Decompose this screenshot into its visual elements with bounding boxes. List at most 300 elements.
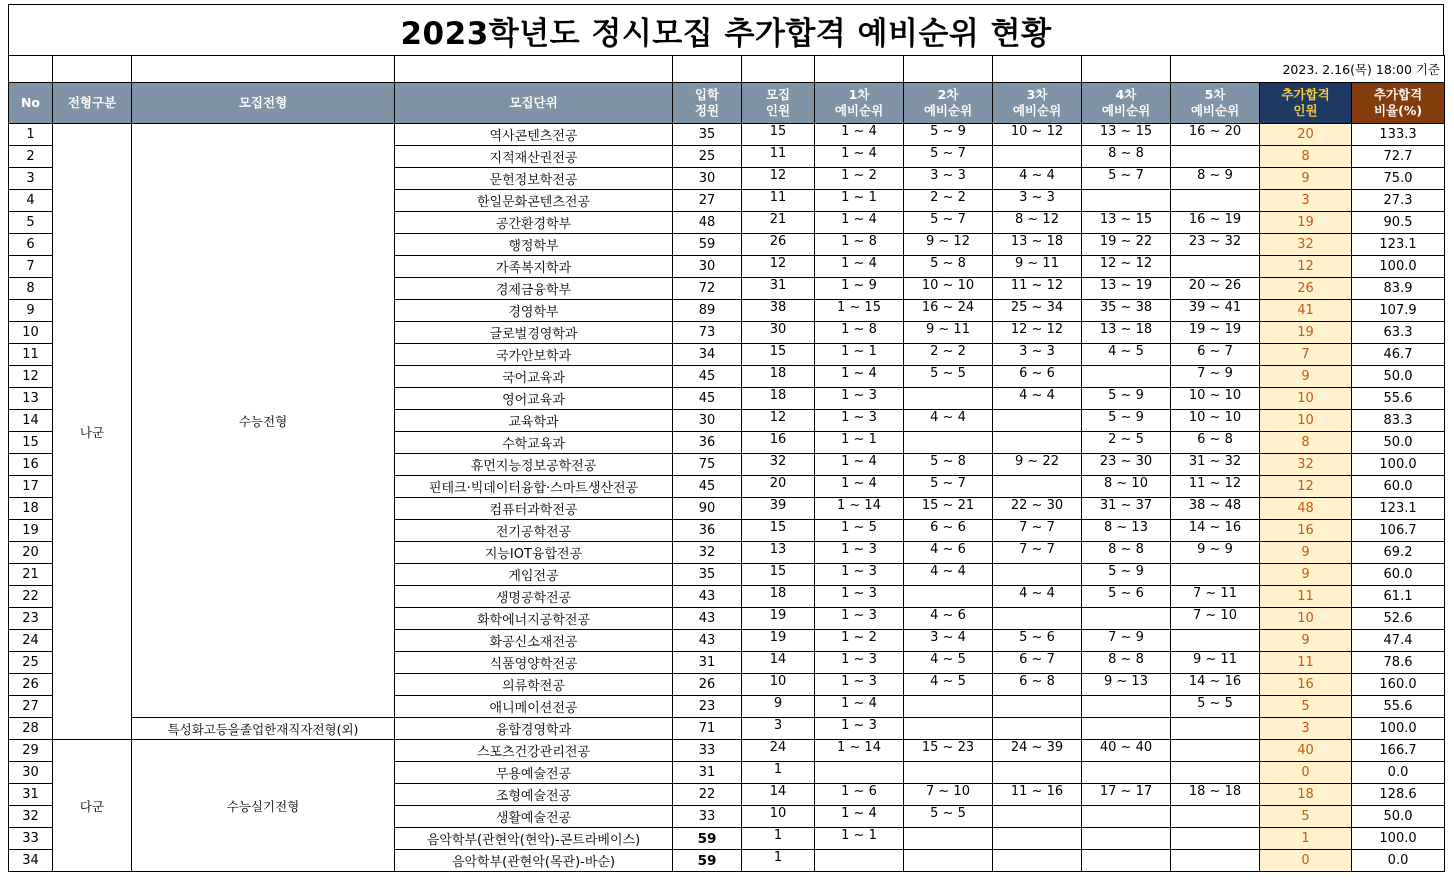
cell-no: 29 xyxy=(9,740,53,762)
cell-r2: 5 ~ 9 xyxy=(904,124,993,146)
cell-no: 13 xyxy=(9,388,53,410)
cell-r5: 14 ~ 16 xyxy=(1171,520,1260,542)
cell-unit: 행정학부 xyxy=(395,234,673,256)
cell-recruit: 3 xyxy=(742,718,815,740)
cell-quota: 72 xyxy=(673,278,742,300)
cell-ratio: 52.6 xyxy=(1352,608,1445,630)
cell-recruit: 18 xyxy=(742,586,815,608)
cell-r3 xyxy=(993,410,1082,432)
cell-recruit: 9 xyxy=(742,696,815,718)
cell-unit: 국가안보학과 xyxy=(395,344,673,366)
cell-r4: 35 ~ 38 xyxy=(1082,300,1171,322)
cell-r3 xyxy=(993,718,1082,740)
cell-r3: 5 ~ 6 xyxy=(993,630,1082,652)
cell-r2: 3 ~ 3 xyxy=(904,168,993,190)
cell-r1: 1 ~ 4 xyxy=(815,806,904,828)
cell-unit: 수학교육과 xyxy=(395,432,673,454)
cell-no: 14 xyxy=(9,410,53,432)
cell-no: 7 xyxy=(9,256,53,278)
cell-r5 xyxy=(1171,146,1260,168)
date-basis: 2023. 2.16(목) 18:00 기준 xyxy=(1171,56,1445,83)
cell-r2: 5 ~ 5 xyxy=(904,806,993,828)
cell-r2: 5 ~ 7 xyxy=(904,212,993,234)
cell-quota: 43 xyxy=(673,586,742,608)
cell-ratio: 60.0 xyxy=(1352,476,1445,498)
cell-r4: 8 ~ 8 xyxy=(1082,146,1171,168)
cell-r3: 13 ~ 18 xyxy=(993,234,1082,256)
cell-r5: 9 ~ 9 xyxy=(1171,542,1260,564)
cell-r1: 1 ~ 1 xyxy=(815,432,904,454)
cell-quota: 30 xyxy=(673,256,742,278)
cell-add: 5 xyxy=(1260,806,1352,828)
cell-r4: 5 ~ 9 xyxy=(1082,388,1171,410)
cell-r5 xyxy=(1171,806,1260,828)
cell-no: 8 xyxy=(9,278,53,300)
cell-r4: 4 ~ 5 xyxy=(1082,344,1171,366)
cell-r5 xyxy=(1171,850,1260,872)
cell-r1: 1 ~ 5 xyxy=(815,520,904,542)
cell-r2: 2 ~ 2 xyxy=(904,344,993,366)
cell-r1: 1 ~ 4 xyxy=(815,366,904,388)
cell-add: 12 xyxy=(1260,256,1352,278)
cell-no: 9 xyxy=(9,300,53,322)
cell-r5 xyxy=(1171,740,1260,762)
cell-add: 9 xyxy=(1260,564,1352,586)
cell-r5: 19 ~ 19 xyxy=(1171,322,1260,344)
cell-add: 10 xyxy=(1260,410,1352,432)
cell-r5: 31 ~ 32 xyxy=(1171,454,1260,476)
cell-ratio: 60.0 xyxy=(1352,564,1445,586)
admission-table xyxy=(8,55,1445,872)
cell-r1: 1 ~ 8 xyxy=(815,322,904,344)
header-round2: 2차 예비순위 xyxy=(904,83,993,124)
cell-r3: 4 ~ 4 xyxy=(993,586,1082,608)
cell-quota: 26 xyxy=(673,674,742,696)
cell-unit: 글로벌경영학과 xyxy=(395,322,673,344)
cell-r2: 4 ~ 6 xyxy=(904,542,993,564)
cell-no: 17 xyxy=(9,476,53,498)
cell-ratio: 0.0 xyxy=(1352,762,1445,784)
cell-add: 32 xyxy=(1260,454,1352,476)
cell-r1: 1 ~ 4 xyxy=(815,696,904,718)
cell-add: 12 xyxy=(1260,476,1352,498)
cell-recruit: 10 xyxy=(742,674,815,696)
cell-r5: 20 ~ 26 xyxy=(1171,278,1260,300)
cell-recruit: 18 xyxy=(742,388,815,410)
header-round5: 5차 예비순위 xyxy=(1171,83,1260,124)
cell-no: 26 xyxy=(9,674,53,696)
cell-no: 27 xyxy=(9,696,53,718)
cell-no: 16 xyxy=(9,454,53,476)
cell-recruit: 30 xyxy=(742,322,815,344)
cell-r3 xyxy=(993,608,1082,630)
cell-recruit: 15 xyxy=(742,564,815,586)
cell-ratio: 55.6 xyxy=(1352,696,1445,718)
cell-r4: 23 ~ 30 xyxy=(1082,454,1171,476)
cell-unit: 가족복지학과 xyxy=(395,256,673,278)
cell-r3 xyxy=(993,432,1082,454)
cell-add: 11 xyxy=(1260,652,1352,674)
cell-r3 xyxy=(993,146,1082,168)
cell-r4 xyxy=(1082,806,1171,828)
cell-no: 24 xyxy=(9,630,53,652)
cell-no: 25 xyxy=(9,652,53,674)
cell-no: 10 xyxy=(9,322,53,344)
cell-r2: 16 ~ 24 xyxy=(904,300,993,322)
cell-r1: 1 ~ 3 xyxy=(815,652,904,674)
cell-quota: 25 xyxy=(673,146,742,168)
cell-r4: 31 ~ 37 xyxy=(1082,498,1171,520)
cell-add: 10 xyxy=(1260,388,1352,410)
cell-r4: 2 ~ 5 xyxy=(1082,432,1171,454)
cell-r4: 7 ~ 9 xyxy=(1082,630,1171,652)
header-no: No xyxy=(9,83,53,124)
cell-r3 xyxy=(993,850,1082,872)
cell-r3: 25 ~ 34 xyxy=(993,300,1082,322)
cell-r4 xyxy=(1082,850,1171,872)
cell-unit: 컴퓨터과학전공 xyxy=(395,498,673,520)
cell-unit: 화공신소재전공 xyxy=(395,630,673,652)
cell-recruit: 14 xyxy=(742,784,815,806)
cell-quota: 90 xyxy=(673,498,742,520)
cell-r3: 6 ~ 8 xyxy=(993,674,1082,696)
cell-r3: 7 ~ 7 xyxy=(993,542,1082,564)
cell-r5 xyxy=(1171,718,1260,740)
cell-no: 33 xyxy=(9,828,53,850)
cell-recruit: 15 xyxy=(742,520,815,542)
cell-recruit: 18 xyxy=(742,366,815,388)
cell-unit: 역사콘텐츠전공 xyxy=(395,124,673,146)
cell-no: 32 xyxy=(9,806,53,828)
cell-r5: 39 ~ 41 xyxy=(1171,300,1260,322)
cell-r5 xyxy=(1171,630,1260,652)
cell-r4: 5 ~ 6 xyxy=(1082,586,1171,608)
cell-quota: 45 xyxy=(673,388,742,410)
cell-quota: 43 xyxy=(673,630,742,652)
cell-quota: 31 xyxy=(673,762,742,784)
header-ratio: 추가합격 비율(%) xyxy=(1352,83,1445,124)
cell-ratio: 50.0 xyxy=(1352,366,1445,388)
cell-quota: 59 xyxy=(673,850,742,872)
cell-no: 34 xyxy=(9,850,53,872)
cell-quota: 45 xyxy=(673,476,742,498)
cell-r4 xyxy=(1082,608,1171,630)
cell-r3 xyxy=(993,806,1082,828)
cell-r2: 9 ~ 11 xyxy=(904,322,993,344)
cell-r2: 4 ~ 4 xyxy=(904,564,993,586)
cell-r1: 1 ~ 2 xyxy=(815,630,904,652)
cell-recruit: 11 xyxy=(742,190,815,212)
cell-recruit: 26 xyxy=(742,234,815,256)
header-additional: 추가합격 인원 xyxy=(1260,83,1352,124)
date-row xyxy=(9,56,1445,83)
cell-unit: 교육학과 xyxy=(395,410,673,432)
header-row xyxy=(9,83,1445,124)
cell-r2 xyxy=(904,696,993,718)
cell-add: 10 xyxy=(1260,608,1352,630)
cell-quota: 36 xyxy=(673,520,742,542)
cell-no: 30 xyxy=(9,762,53,784)
cell-r1 xyxy=(815,762,904,784)
cell-ratio: 83.9 xyxy=(1352,278,1445,300)
group-track-practical: 수능실기전형 xyxy=(132,740,395,872)
cell-no: 3 xyxy=(9,168,53,190)
cell-r2 xyxy=(904,432,993,454)
cell-recruit: 12 xyxy=(742,256,815,278)
cell-r3: 10 ~ 12 xyxy=(993,124,1082,146)
cell-r2: 5 ~ 7 xyxy=(904,476,993,498)
cell-ratio: 100.0 xyxy=(1352,828,1445,850)
cell-r4 xyxy=(1082,828,1171,850)
cell-r3: 22 ~ 30 xyxy=(993,498,1082,520)
cell-r1: 1 ~ 4 xyxy=(815,212,904,234)
cell-ratio: 166.7 xyxy=(1352,740,1445,762)
cell-r5: 8 ~ 9 xyxy=(1171,168,1260,190)
cell-r2: 6 ~ 6 xyxy=(904,520,993,542)
cell-quota: 35 xyxy=(673,564,742,586)
cell-r1: 1 ~ 6 xyxy=(815,784,904,806)
cell-no: 6 xyxy=(9,234,53,256)
cell-no: 28 xyxy=(9,718,53,740)
cell-r4 xyxy=(1082,696,1171,718)
cell-r5: 18 ~ 18 xyxy=(1171,784,1260,806)
cell-r4: 13 ~ 19 xyxy=(1082,278,1171,300)
cell-r4: 5 ~ 9 xyxy=(1082,564,1171,586)
cell-unit: 공간환경학부 xyxy=(395,212,673,234)
cell-add: 9 xyxy=(1260,168,1352,190)
cell-quota: 30 xyxy=(673,168,742,190)
cell-r4: 13 ~ 15 xyxy=(1082,124,1171,146)
cell-r5: 23 ~ 32 xyxy=(1171,234,1260,256)
cell-r1: 1 ~ 1 xyxy=(815,190,904,212)
cell-recruit: 1 xyxy=(742,850,815,872)
cell-add: 16 xyxy=(1260,674,1352,696)
cell-r2: 4 ~ 5 xyxy=(904,674,993,696)
cell-no: 23 xyxy=(9,608,53,630)
cell-quota: 45 xyxy=(673,366,742,388)
cell-unit: 영어교육과 xyxy=(395,388,673,410)
cell-recruit: 24 xyxy=(742,740,815,762)
cell-r1: 1 ~ 4 xyxy=(815,256,904,278)
cell-ratio: 0.0 xyxy=(1352,850,1445,872)
cell-r2: 5 ~ 8 xyxy=(904,256,993,278)
cell-unit: 게임전공 xyxy=(395,564,673,586)
cell-recruit: 39 xyxy=(742,498,815,520)
table-row xyxy=(9,718,1445,740)
cell-r1: 1 ~ 4 xyxy=(815,124,904,146)
cell-unit: 음악학부(관현악(목관)-바순) xyxy=(395,850,673,872)
cell-r3: 9 ~ 22 xyxy=(993,454,1082,476)
cell-recruit: 14 xyxy=(742,652,815,674)
cell-recruit: 38 xyxy=(742,300,815,322)
cell-recruit: 10 xyxy=(742,806,815,828)
cell-add: 32 xyxy=(1260,234,1352,256)
cell-add: 19 xyxy=(1260,212,1352,234)
cell-r3: 6 ~ 6 xyxy=(993,366,1082,388)
cell-add: 0 xyxy=(1260,850,1352,872)
cell-quota: 31 xyxy=(673,652,742,674)
cell-r3: 6 ~ 7 xyxy=(993,652,1082,674)
cell-r4: 8 ~ 8 xyxy=(1082,652,1171,674)
cell-unit: 무용예술전공 xyxy=(395,762,673,784)
cell-r1: 1 ~ 8 xyxy=(815,234,904,256)
cell-quota: 22 xyxy=(673,784,742,806)
cell-r2: 15 ~ 21 xyxy=(904,498,993,520)
cell-ratio: 100.0 xyxy=(1352,256,1445,278)
cell-unit: 한일문화콘텐츠전공 xyxy=(395,190,673,212)
cell-no: 1 xyxy=(9,124,53,146)
cell-ratio: 100.0 xyxy=(1352,454,1445,476)
cell-quota: 23 xyxy=(673,696,742,718)
cell-r2: 4 ~ 6 xyxy=(904,608,993,630)
cell-unit: 애니메이션전공 xyxy=(395,696,673,718)
cell-r5: 9 ~ 11 xyxy=(1171,652,1260,674)
cell-quota: 34 xyxy=(673,344,742,366)
cell-r5 xyxy=(1171,762,1260,784)
cell-r4 xyxy=(1082,718,1171,740)
cell-r1: 1 ~ 3 xyxy=(815,718,904,740)
cell-r5: 6 ~ 7 xyxy=(1171,344,1260,366)
cell-ratio: 160.0 xyxy=(1352,674,1445,696)
cell-r1: 1 ~ 3 xyxy=(815,542,904,564)
cell-quota: 89 xyxy=(673,300,742,322)
cell-r2: 4 ~ 5 xyxy=(904,652,993,674)
cell-add: 41 xyxy=(1260,300,1352,322)
header-type: 전형구분 xyxy=(53,83,132,124)
cell-r3 xyxy=(993,762,1082,784)
cell-add: 5 xyxy=(1260,696,1352,718)
cell-r2: 10 ~ 10 xyxy=(904,278,993,300)
cell-r5: 10 ~ 10 xyxy=(1171,388,1260,410)
cell-unit: 생명공학전공 xyxy=(395,586,673,608)
cell-r3: 11 ~ 12 xyxy=(993,278,1082,300)
cell-unit: 융합경영학과 xyxy=(395,718,673,740)
cell-unit: 경제금융학부 xyxy=(395,278,673,300)
header-track: 모집전형 xyxy=(132,83,395,124)
group-track-special: 특성화고등을졸업한재직자전형(외) xyxy=(132,718,395,740)
cell-r3 xyxy=(993,476,1082,498)
cell-quota: 33 xyxy=(673,806,742,828)
cell-recruit: 16 xyxy=(742,432,815,454)
cell-r1 xyxy=(815,850,904,872)
cell-r1: 1 ~ 14 xyxy=(815,498,904,520)
cell-r1: 1 ~ 2 xyxy=(815,168,904,190)
cell-r1: 1 ~ 4 xyxy=(815,476,904,498)
cell-r2 xyxy=(904,388,993,410)
cell-no: 18 xyxy=(9,498,53,520)
cell-r5: 7 ~ 9 xyxy=(1171,366,1260,388)
cell-quota: 59 xyxy=(673,828,742,850)
cell-r5: 5 ~ 5 xyxy=(1171,696,1260,718)
header-recruit: 모집 인원 xyxy=(742,83,815,124)
cell-unit: 화학에너지공학전공 xyxy=(395,608,673,630)
cell-add: 18 xyxy=(1260,784,1352,806)
cell-ratio: 47.4 xyxy=(1352,630,1445,652)
cell-recruit: 19 xyxy=(742,608,815,630)
cell-no: 12 xyxy=(9,366,53,388)
cell-quota: 35 xyxy=(673,124,742,146)
cell-add: 8 xyxy=(1260,432,1352,454)
cell-r4: 8 ~ 8 xyxy=(1082,542,1171,564)
cell-r1: 1 ~ 1 xyxy=(815,344,904,366)
cell-r1: 1 ~ 3 xyxy=(815,388,904,410)
cell-r2: 7 ~ 10 xyxy=(904,784,993,806)
cell-r4: 13 ~ 18 xyxy=(1082,322,1171,344)
cell-recruit: 11 xyxy=(742,146,815,168)
cell-r4: 19 ~ 22 xyxy=(1082,234,1171,256)
cell-quota: 73 xyxy=(673,322,742,344)
cell-r3: 4 ~ 4 xyxy=(993,388,1082,410)
cell-recruit: 21 xyxy=(742,212,815,234)
cell-recruit: 19 xyxy=(742,630,815,652)
cell-r2: 3 ~ 4 xyxy=(904,630,993,652)
cell-unit: 핀테크·빅데이터융합·스마트생산전공 xyxy=(395,476,673,498)
cell-unit: 식품영양학전공 xyxy=(395,652,673,674)
cell-no: 4 xyxy=(9,190,53,212)
cell-quota: 48 xyxy=(673,212,742,234)
cell-r3: 11 ~ 16 xyxy=(993,784,1082,806)
cell-r4: 40 ~ 40 xyxy=(1082,740,1171,762)
cell-quota: 75 xyxy=(673,454,742,476)
cell-r5 xyxy=(1171,564,1260,586)
cell-ratio: 123.1 xyxy=(1352,234,1445,256)
cell-ratio: 90.5 xyxy=(1352,212,1445,234)
cell-ratio: 50.0 xyxy=(1352,432,1445,454)
cell-no: 5 xyxy=(9,212,53,234)
cell-r5 xyxy=(1171,828,1260,850)
cell-add: 3 xyxy=(1260,718,1352,740)
cell-r2 xyxy=(904,718,993,740)
cell-recruit: 20 xyxy=(742,476,815,498)
cell-ratio: 123.1 xyxy=(1352,498,1445,520)
cell-ratio: 100.0 xyxy=(1352,718,1445,740)
cell-unit: 경영학부 xyxy=(395,300,673,322)
cell-r5: 10 ~ 10 xyxy=(1171,410,1260,432)
cell-unit: 의류학전공 xyxy=(395,674,673,696)
cell-r1: 1 ~ 4 xyxy=(815,146,904,168)
cell-ratio: 72.7 xyxy=(1352,146,1445,168)
cell-ratio: 55.6 xyxy=(1352,388,1445,410)
cell-r3: 3 ~ 3 xyxy=(993,190,1082,212)
cell-no: 19 xyxy=(9,520,53,542)
cell-ratio: 83.3 xyxy=(1352,410,1445,432)
cell-unit: 음악학부(관현악(현악)-콘트라베이스) xyxy=(395,828,673,850)
cell-r3 xyxy=(993,696,1082,718)
page-title: 2023학년도 정시모집 추가합격 예비순위 현황 xyxy=(8,4,1444,55)
cell-unit: 스포츠건강관리전공 xyxy=(395,740,673,762)
cell-ratio: 50.0 xyxy=(1352,806,1445,828)
cell-r2: 5 ~ 5 xyxy=(904,366,993,388)
cell-r3: 7 ~ 7 xyxy=(993,520,1082,542)
cell-r4: 13 ~ 15 xyxy=(1082,212,1171,234)
cell-quota: 59 xyxy=(673,234,742,256)
cell-ratio: 46.7 xyxy=(1352,344,1445,366)
cell-recruit: 1 xyxy=(742,828,815,850)
cell-no: 21 xyxy=(9,564,53,586)
cell-r2: 5 ~ 8 xyxy=(904,454,993,476)
cell-add: 11 xyxy=(1260,586,1352,608)
cell-r3: 4 ~ 4 xyxy=(993,168,1082,190)
cell-no: 2 xyxy=(9,146,53,168)
cell-r4: 5 ~ 9 xyxy=(1082,410,1171,432)
cell-unit: 생활예술전공 xyxy=(395,806,673,828)
cell-r3 xyxy=(993,564,1082,586)
cell-r2 xyxy=(904,850,993,872)
cell-r2 xyxy=(904,586,993,608)
group-type-na: 나군 xyxy=(53,124,132,740)
cell-r2 xyxy=(904,762,993,784)
cell-r5: 7 ~ 10 xyxy=(1171,608,1260,630)
